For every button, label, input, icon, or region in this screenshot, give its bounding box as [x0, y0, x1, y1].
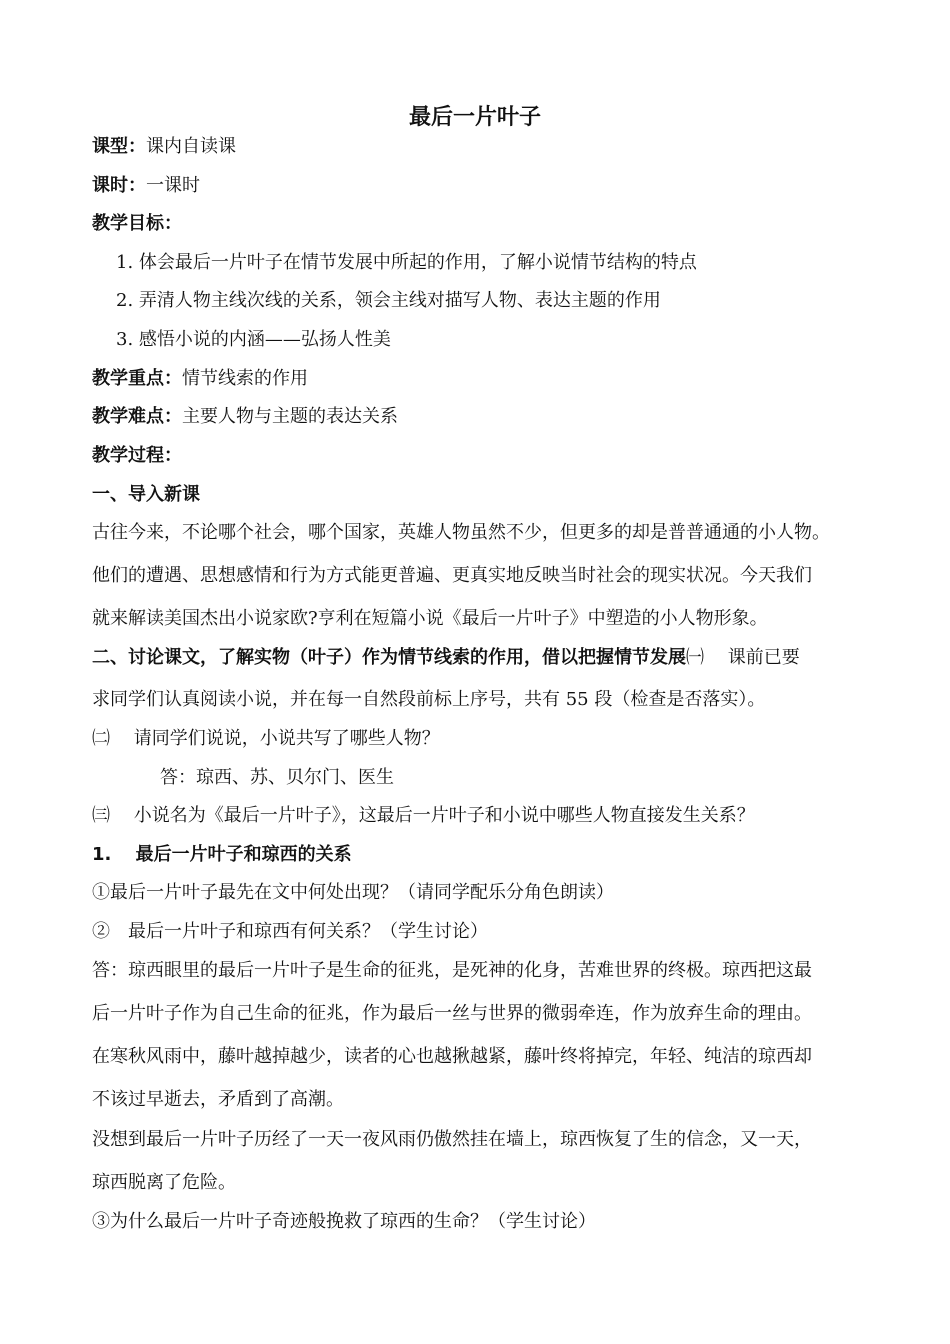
list-item: ② 最后一片叶子和琼西有何关系？（学生讨论） — [92, 921, 488, 942]
paragraph-line: 答：琼西眼里的最后一片叶子是生命的征兆，是死神的化身，苦难世界的终极。琼西把这最 — [92, 960, 812, 981]
goal-item: 1. 体会最后一片叶子在情节发展中所起的作用，了解小说情节结构的特点 — [116, 252, 697, 273]
lesson-type-value: 课内自读课 — [146, 136, 236, 157]
sub-heading: 1. 最后一片叶子和琼西的关系 — [92, 844, 352, 865]
question-line: ㈢ 小说名为《最后一片叶子》，这最后一片叶子和小说中哪些人物直接发生关系？ — [92, 805, 755, 826]
paragraph-line: 没想到最后一片叶子历经了一天一夜风雨仍傲然挂在墙上，琼西恢复了生的信念，又一天， — [92, 1129, 812, 1150]
difficulty-label: 教学难点： — [92, 406, 182, 427]
difficulty-value: 主要人物与主题的表达关系 — [182, 406, 398, 427]
paragraph-line: 后一片叶子作为自己生命的征兆，作为最后一丝与世界的微弱牵连，作为放弃生命的理由。 — [92, 1003, 812, 1024]
paragraph-line: 就来解读美国杰出小说家欧?亨利在短篇小说《最后一片叶子》中塑造的小人物形象。 — [92, 608, 768, 629]
list-item: ③为什么最后一片叶子奇迹般挽救了琼西的生命？（学生讨论） — [92, 1211, 596, 1232]
key-point-value: 情节线索的作用 — [182, 368, 308, 389]
page-title: 最后一片叶子 — [408, 105, 541, 130]
goal-item: 3. 感悟小说的内涵——弘扬人性美 — [116, 329, 391, 350]
section-heading: 二、讨论课文，了解实物（叶子）作为情节线索的作用，借以把握情节发展 — [92, 647, 686, 668]
answer-line: 答：琼西、苏、贝尔门、医生 — [160, 767, 394, 788]
lesson-hours-label: 课时： — [92, 175, 146, 196]
list-item: ①最后一片叶子最先在文中何处出现？（请同学配乐分角色朗读） — [92, 882, 614, 903]
lesson-type-row — [92, 135, 236, 159]
question-line: ㈡ 请同学们说说，小说共写了哪些人物？ — [92, 728, 440, 749]
paragraph-line: 求同学们认真阅读小说，并在每一自然段前标上序号，共有 55 段（检查是否落实）。 — [92, 689, 766, 710]
goal-item: 2. 弄清人物主线次线的关系，领会主线对描写人物、表达主题的作用 — [116, 290, 661, 311]
key-point-label: 教学重点： — [92, 368, 182, 389]
paragraph-line: 古往今来，不论哪个社会，哪个国家，英雄人物虽然不少，但更多的却是普普通通的小人物。 — [92, 522, 830, 543]
key-point-row — [92, 367, 308, 391]
lesson-hours-row — [92, 174, 200, 198]
goals-label: 教学目标： — [92, 213, 182, 234]
section-heading-tail: ㈠ 课前已要 — [686, 647, 800, 668]
lesson-hours-value: 一课时 — [146, 175, 200, 196]
lesson-type-label: 课型： — [92, 136, 146, 157]
process-label: 教学过程： — [92, 445, 182, 466]
section-heading-row — [92, 646, 800, 670]
section-heading: 一、导入新课 — [92, 484, 200, 505]
paragraph-line: 他们的遭遇、思想感情和行为方式能更普遍、更真实地反映当时社会的现实状况。今天我们 — [92, 565, 812, 586]
paragraph-line: 琼西脱离了危险。 — [92, 1172, 236, 1193]
paragraph-line: 在寒秋风雨中，藤叶越掉越少，读者的心也越揪越紧，藤叶终将掉完，年轻、纯洁的琼西却 — [92, 1046, 812, 1067]
paragraph-line: 不该过早逝去，矛盾到了高潮。 — [92, 1089, 344, 1110]
difficulty-row — [92, 405, 398, 429]
